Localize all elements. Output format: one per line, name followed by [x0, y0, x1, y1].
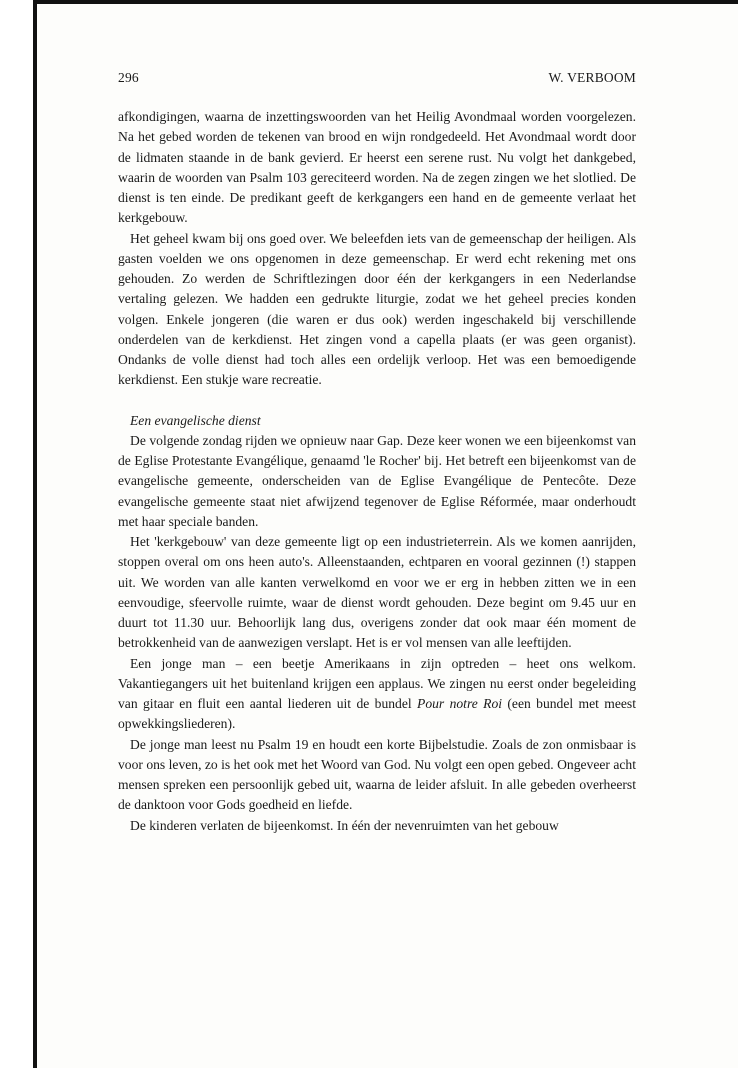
paragraph-3: De volgende zondag rijden we opnieuw naar Gap. Deze keer wonen we een bijeenkomst van de Eglise Protestante Evangélique, genaamd 'le Rocher' bij. Het betreft een bijeenkomst van de evangelische gemeente, onderscheiden van de Eglise Evangélique de Pentecôte. Deze evangelische gemeente staat niet afwijzend tegenover de Eglise Réformée, maar onderhoudt met haar speciale banden. — [118, 432, 636, 529]
paragraph-4: Het 'kerkgebouw' van deze gemeente ligt op een industrieterrein. Als we komen aanrijden, stoppen overal om ons heen auto's. Alleenstaanden, echtparen en vooral gezinnen (!) stappen uit. We worden van alle kanten verwelkomd en voor we er erg in hebben zitten we in een eenvoudige, sfeervolle ruimte, waar de dienst wordt gehouden. Deze begint om 9.45 uur en duurt tot 11.30 uur. Behoorlijk lang dus, overigens zonder dat ook maar één moment de betrokkenheid van de aanwezigen verslapt. Het is er vol mensen van alle leeftijden. — [118, 534, 636, 651]
book-title: Pour notre Roi — [417, 696, 503, 711]
paragraph-5-text-b: (een bundel met meest opwekkingsliederen). — [118, 696, 636, 732]
paragraph-1: afkondigingen, waarna de inzettingswoorden van het Heilig Avondmaal worden voorgelezen. Na het gebed worden de tekenen van brood en wijn rondgedeeld. Het Avondmaal wordt door de lidmaten staande in de bank gevierd. Er heerst een serene rust. Nu volgt het dankgebed, waarin de woorden van Psalm 103 gereciteerd worden. Na de zegen zingen we het slotlied. De dienst is ten einde. De predikant geeft de kerkgangers een hand en de gemeente verlaat het kerkgebouw. — [118, 109, 636, 226]
page-number: 296 — [118, 70, 139, 85]
section-heading: Een evangelische dienst — [130, 412, 261, 428]
paragraph-5 — [118, 654, 636, 735]
paragraph-2: Het geheel kwam bij ons goed over. We beleefden iets van de gemeenschap der heiligen. Als gasten voelden we ons opgenomen in deze gemeenschap. Er werd echt rekening met ons gehouden. Zo werden de Schriftlezingen door één der kerkgangers in een Nederlandse vertaling gelezen. We hadden een gedrukte liturgie, zodat we het geheel precies konden volgen. Enkele jongeren (die waren er dus ook) werden ingeschakeld bij verschillende onderdelen van de kerkdienst. Het zingen vond a capella plaats (er was geen organist). Ondanks de volle dienst had toch alles een ordelijk verloop. Het was een bemoedigende kerkdienst. Een stukje ware recreatie. — [118, 230, 636, 388]
running-author: W. VERBOOM — [548, 70, 636, 85]
paragraph-5-text-a: Een jonge man – een beetje Amerikaans in zijn optreden – heet ons welkom. Vakantiegangers uit het buitenland krijgen een applaus. We zingen nu eerst onder begeleiding van gitaar en fluit een aantal liederen uit de bundel — [118, 655, 636, 711]
paragraph-7: De kinderen verlaten de bijeenkomst. In één der nevenruimten van het gebouw — [130, 817, 559, 833]
paragraph-6: De jonge man leest nu Psalm 19 en houdt een korte Bijbelstudie. Zoals de zon onmisbaar is voor ons leven, zo is het ook met het Woord van God. Nu volgt een open gebed. Ongeveer acht mensen spreken een persoonlijk gebed uit, waarna de leider afsluit. In alle gebeden overheerst de danktoon voor Gods goedheid en liefde. — [118, 736, 636, 813]
body-text — [118, 107, 636, 836]
running-header — [118, 70, 636, 86]
